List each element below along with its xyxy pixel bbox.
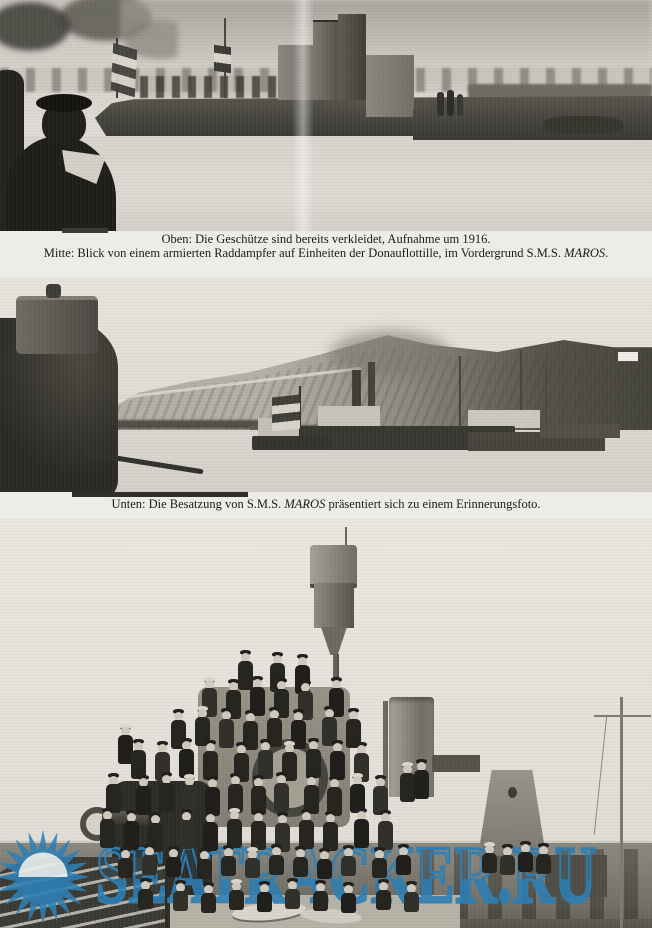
deck-figure — [457, 94, 463, 116]
sailor-body — [341, 893, 356, 913]
sailor-body — [251, 821, 266, 850]
sailor-body — [219, 719, 234, 748]
scan-streak — [292, 0, 314, 231]
sailor-figure — [517, 841, 534, 873]
sailor-body — [159, 783, 174, 812]
sailor-body — [245, 858, 260, 878]
foreground-sailor — [6, 92, 116, 231]
crows-nest-upper — [310, 545, 357, 588]
ship-name: MAROS — [564, 245, 606, 260]
sailor-body — [118, 858, 133, 878]
skylight — [432, 755, 480, 772]
sailor-figure — [316, 848, 333, 880]
sailor-body — [166, 857, 181, 877]
sailor-figure — [226, 808, 243, 850]
sailor-body — [323, 822, 338, 851]
sailor-figure — [377, 810, 394, 852]
sailor-figure — [158, 772, 175, 814]
funnel-dark — [338, 14, 366, 100]
sailor-figure — [228, 879, 245, 911]
mast — [459, 356, 461, 428]
sailor-body — [341, 856, 356, 876]
stern-mast — [620, 697, 623, 928]
caption-text: Unten: Die Besatzung von S.M.S. — [111, 497, 282, 511]
sailor-body — [201, 893, 216, 913]
small-flag — [214, 45, 231, 73]
monitor-hull — [540, 424, 620, 438]
sailor-figure — [340, 882, 357, 914]
sailor-figure — [268, 844, 285, 876]
sailor-body — [378, 821, 393, 850]
deck-figure — [437, 92, 444, 116]
bow-ensign — [111, 43, 137, 98]
photo-top-monitor-1916 — [0, 0, 652, 231]
aft-superstructure — [366, 55, 414, 117]
sailor-body — [372, 858, 387, 878]
deckhouse — [318, 406, 380, 428]
sailor-body — [179, 820, 194, 849]
sailor-figure — [202, 811, 219, 853]
sailor-body — [518, 852, 533, 872]
funnel-knob — [46, 284, 61, 298]
sailor-figure — [123, 810, 140, 852]
sailor-body — [173, 891, 188, 911]
sailor-body — [142, 855, 157, 875]
caption-text: präsentiert sich zu einem Erinnerungsfoto. — [328, 497, 541, 511]
caption-top-middle — [0, 233, 652, 260]
sailor-body — [285, 889, 300, 909]
sailor-body — [229, 890, 244, 910]
sailor-figure — [172, 880, 189, 912]
maros-hull — [252, 436, 332, 450]
caption-line2: Mitte: Blick von einem armierten Raddampfer auf Einheiten der Donauflottille, im Vordergrund S.M.S. — [43, 245, 562, 260]
deck-figure — [447, 90, 454, 116]
sailor-figure — [499, 844, 516, 876]
sailor-figure — [141, 844, 158, 876]
sailor-figure — [371, 847, 388, 879]
sailor-figure — [244, 847, 261, 879]
sailor-body — [257, 892, 272, 912]
viewing-port — [508, 787, 517, 798]
sailor-figure — [117, 847, 134, 879]
sailor-body — [536, 854, 551, 874]
stern-ensign — [272, 395, 300, 432]
sailor-figure — [165, 846, 182, 878]
sailor-body — [197, 859, 212, 879]
sailor-body — [404, 892, 419, 912]
sailor-body — [227, 819, 242, 848]
mast — [545, 366, 547, 428]
sailor-body — [414, 770, 429, 799]
sailor-figure — [273, 772, 290, 814]
funnel — [313, 22, 338, 100]
sailor-figure — [178, 809, 195, 851]
sailor-figure — [256, 881, 273, 913]
photo-bottom-crew — [0, 519, 652, 928]
sailor-body — [313, 891, 328, 911]
sailor-figure — [200, 882, 217, 914]
caption-bottom — [0, 498, 652, 512]
house-on-ridge — [618, 352, 638, 361]
paddle-steamer-funnel-cap — [16, 296, 98, 354]
sailor-body — [396, 855, 411, 875]
sailor-body — [100, 819, 115, 848]
sailor-figure — [99, 808, 116, 850]
sailor-body — [293, 857, 308, 877]
sailor-figure — [535, 843, 552, 875]
sailor-figure — [250, 810, 267, 852]
sailor-body — [376, 890, 391, 910]
sailor-body — [203, 822, 218, 851]
sailor-figure — [403, 881, 420, 913]
caption-line1: Oben: Die Geschütze sind bereits verkleidet, Aufnahme um 1916. — [161, 232, 491, 246]
caption-period: . — [605, 245, 609, 260]
funnel-smoke — [330, 330, 450, 378]
sailor-figure — [395, 844, 412, 876]
sailor-body — [482, 853, 497, 873]
sailor-figure — [292, 846, 309, 878]
sailor-body — [317, 859, 332, 879]
sailor-figure — [340, 845, 357, 877]
sailor-figure — [481, 842, 498, 874]
crows-nest-lower — [314, 583, 354, 628]
sailor-figure — [137, 878, 154, 910]
sailor-figure — [322, 811, 339, 853]
ship-name: MAROS — [284, 497, 326, 511]
sailor-figure — [375, 879, 392, 911]
sailor-cap — [36, 94, 92, 112]
deck-box — [545, 855, 607, 897]
yardarm — [594, 715, 651, 717]
sailor-body — [269, 855, 284, 875]
sailor-back — [6, 136, 116, 231]
sailor-figure — [220, 845, 237, 877]
sailor-figure — [312, 880, 329, 912]
sailor-figure — [353, 808, 370, 850]
sailor-body — [124, 821, 139, 850]
sailor-body — [299, 820, 314, 849]
photo-middle-danube-flotilla — [0, 278, 652, 492]
sailor-figure — [413, 759, 430, 801]
sailor-figure — [196, 848, 213, 880]
sailor-body — [274, 783, 289, 812]
dinghy — [543, 116, 623, 134]
shore — [104, 420, 264, 429]
sailor-figure — [298, 809, 315, 851]
sailor-body — [354, 819, 369, 848]
sailor-body — [500, 855, 515, 875]
sailor-body — [138, 889, 153, 909]
sailor-figure — [284, 878, 301, 910]
sailor-body — [221, 856, 236, 876]
